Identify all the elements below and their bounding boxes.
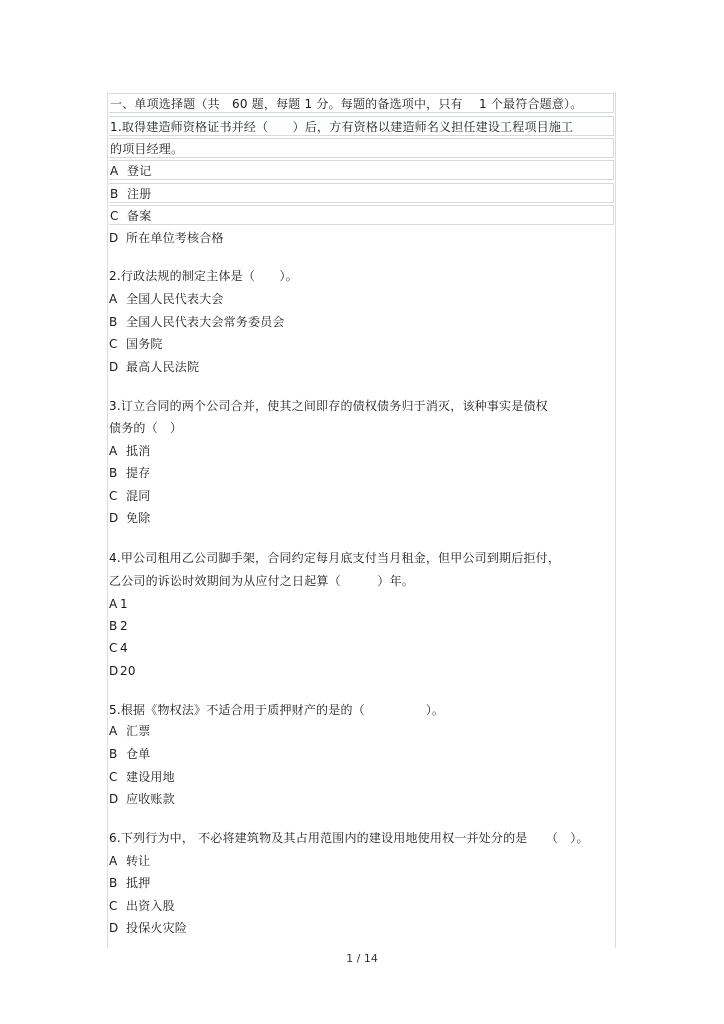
question-3-option-b bbox=[109, 463, 150, 483]
question-2-option-b bbox=[109, 312, 285, 332]
option-letter: D bbox=[109, 231, 119, 245]
question-6-option-d bbox=[109, 918, 187, 938]
option-text: 建设用地 bbox=[126, 770, 175, 784]
option-letter: C bbox=[110, 209, 119, 223]
question-2-option-a bbox=[109, 289, 224, 309]
option-text: 应收账款 bbox=[126, 792, 175, 806]
question-5-option-b bbox=[109, 744, 150, 764]
question-2-option-d bbox=[109, 357, 199, 377]
option-letter: C bbox=[109, 899, 118, 913]
question-2-option-c bbox=[109, 334, 163, 354]
option-text: 备案 bbox=[127, 209, 152, 223]
section-title: 一、单项选择题（共 60 题，每题 1 分。每题的备选项中，只有 1 个最符合题意）。 bbox=[109, 93, 614, 113]
option-letter: D bbox=[109, 921, 119, 935]
question-5-option-a bbox=[109, 721, 150, 741]
question-1-stem-line-1: 1.取得建造师资格证书并经（ ）后，方有资格以建造师名义担任建设工程项目施工 bbox=[109, 116, 614, 136]
option-letter: B bbox=[110, 187, 119, 201]
question-5-option-d bbox=[109, 789, 175, 809]
option-letter: B bbox=[109, 619, 118, 633]
option-text: 混同 bbox=[126, 489, 151, 503]
question-1-option-b bbox=[109, 183, 614, 203]
option-text: 投保火灾险 bbox=[126, 921, 188, 935]
option-letter: D bbox=[109, 360, 119, 374]
question-6-stem: 6.下列行为中， 不必将建筑物及其占用范围内的建设用地使用权一并处分的是 （ ）。 bbox=[109, 831, 589, 845]
option-letter: A bbox=[109, 724, 118, 738]
option-text: 出资入股 bbox=[126, 899, 175, 913]
option-text: 抵消 bbox=[126, 444, 151, 458]
option-text: 国务院 bbox=[126, 337, 163, 351]
question-4-stem-line-1: 4.甲公司租用乙公司脚手架，合同约定每月底支付当月租金，但甲公司到期后拒付， bbox=[109, 551, 561, 565]
question-3-stem-line-1: 3.订立合同的两个公司合并，使其之间即存的债权债务归于消灭，该种事实是债权 bbox=[109, 399, 548, 413]
option-text: 免除 bbox=[126, 511, 151, 525]
option-text: 1 bbox=[120, 597, 128, 611]
option-letter: A bbox=[109, 444, 118, 458]
question-3-option-d bbox=[109, 508, 150, 528]
option-text: 转让 bbox=[126, 854, 151, 868]
option-letter: C bbox=[109, 489, 118, 503]
option-letter: B bbox=[109, 315, 118, 329]
option-letter: B bbox=[109, 747, 118, 761]
question-4-option-c bbox=[109, 638, 128, 658]
question-4-option-d bbox=[109, 661, 136, 681]
option-letter: A bbox=[109, 292, 118, 306]
option-letter: A bbox=[109, 854, 118, 868]
option-text: 全国人民代表大会 bbox=[126, 292, 224, 306]
question-4-stem-line-2: 乙公司的诉讼时效期间为从应付之日起算（ ）年。 bbox=[109, 574, 415, 588]
option-letter: C bbox=[109, 641, 118, 655]
question-6-option-a bbox=[109, 851, 150, 871]
question-1-option-d bbox=[109, 228, 224, 248]
question-1-option-c bbox=[109, 205, 614, 225]
option-letter: C bbox=[109, 337, 118, 351]
option-text: 4 bbox=[120, 641, 128, 655]
option-letter: D bbox=[109, 792, 119, 806]
question-5-stem: 5.根据《物权法》不适合用于质押财产的是的（ ）。 bbox=[109, 703, 445, 717]
option-text: 提存 bbox=[126, 466, 151, 480]
question-1-option-a bbox=[109, 160, 614, 180]
option-text: 仓单 bbox=[126, 747, 151, 761]
option-letter: A bbox=[109, 597, 118, 611]
question-3-option-a bbox=[109, 441, 150, 461]
page-indicator: 1 / 14 bbox=[346, 952, 378, 965]
question-3-stem-line-2: 债务的（ ） bbox=[109, 421, 183, 435]
question-6-option-c bbox=[109, 896, 175, 916]
question-6-option-b bbox=[109, 873, 150, 893]
option-text: 抵押 bbox=[126, 876, 151, 890]
option-text: 登记 bbox=[127, 164, 152, 178]
question-5-option-c bbox=[109, 767, 175, 787]
option-letter: B bbox=[109, 876, 118, 890]
option-letter: D bbox=[109, 664, 119, 678]
question-1-stem-line-2: 的项目经理。 bbox=[109, 138, 614, 158]
option-text: 2 bbox=[120, 619, 128, 633]
option-letter: B bbox=[109, 466, 118, 480]
question-3-option-c bbox=[109, 486, 150, 506]
option-text: 最高人民法院 bbox=[126, 360, 200, 374]
option-text: 所在单位考核合格 bbox=[126, 231, 224, 245]
option-text: 注册 bbox=[127, 187, 152, 201]
question-4-option-a bbox=[109, 594, 128, 614]
option-text: 20 bbox=[120, 664, 136, 678]
option-letter: C bbox=[109, 770, 118, 784]
option-letter: D bbox=[109, 511, 119, 525]
option-text: 全国人民代表大会常务委员会 bbox=[126, 315, 285, 329]
option-text: 汇票 bbox=[126, 724, 151, 738]
option-letter: A bbox=[110, 164, 119, 178]
question-2-stem: 2.行政法规的制定主体是（ ）。 bbox=[109, 269, 298, 283]
question-4-option-b bbox=[109, 616, 128, 636]
